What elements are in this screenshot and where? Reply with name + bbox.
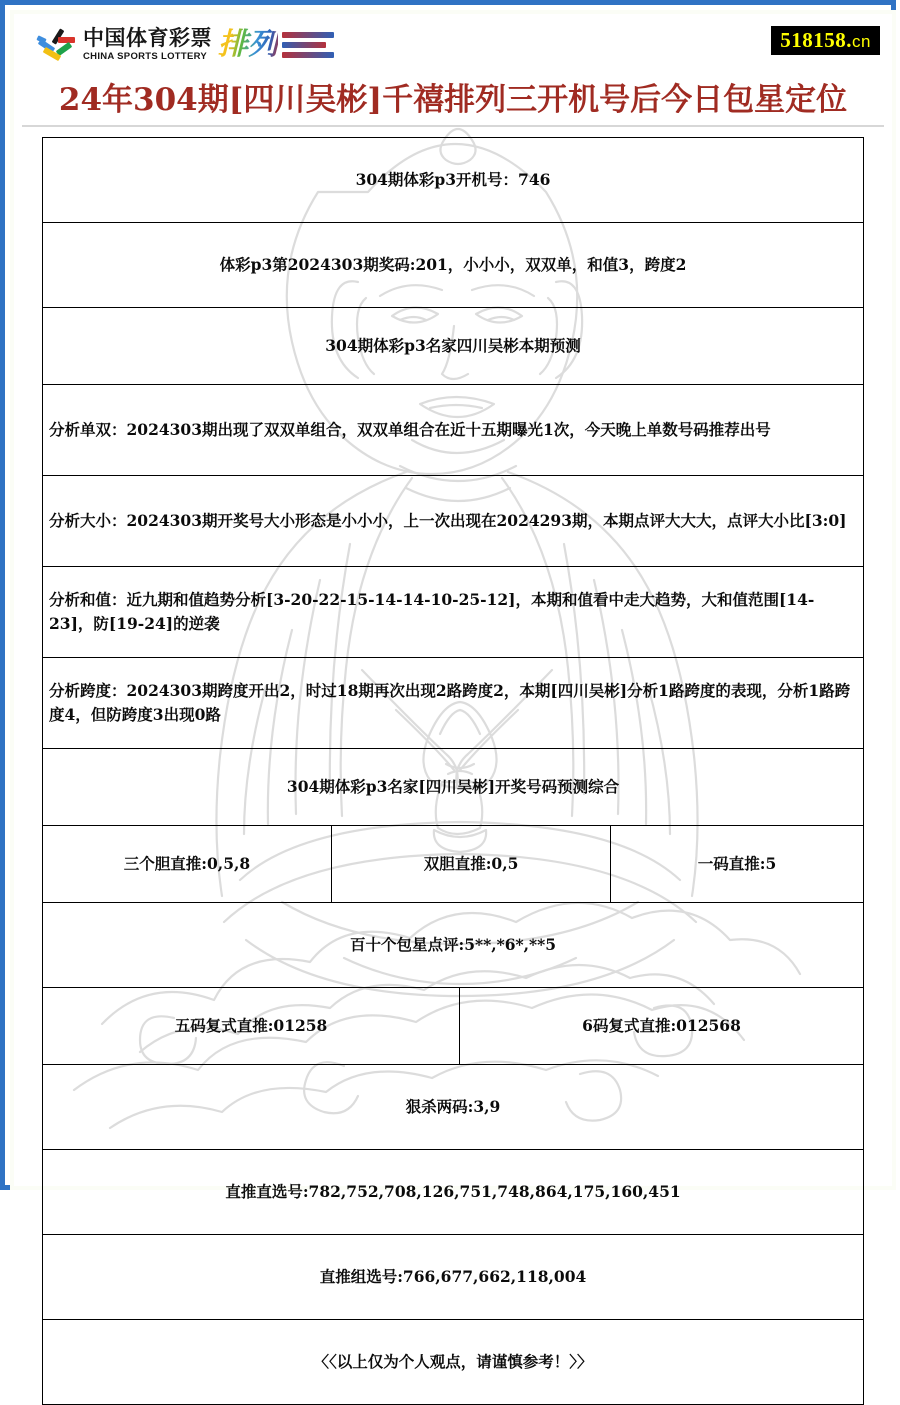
three-bars-icon (282, 26, 334, 64)
table-row (43, 1065, 864, 1150)
analysis-odd-even-cell: 分析单双：2024303期出现了双双单组合，双双单组合在近十五期曝光1次，今天晚上单数号码推荐出号 (43, 385, 864, 476)
product-name: 排列 (218, 25, 278, 65)
six-code-compound-cell: 6码复式直推:012568 (460, 988, 864, 1065)
table-row (43, 1235, 864, 1320)
expert-forecast-heading-cell: 304期体彩p3名家四川吴彬本期预测 (43, 308, 864, 385)
brand-name-en: CHINA SPORTS LOTTERY (83, 51, 208, 63)
table-row (43, 138, 864, 223)
china-sports-lottery-logo (36, 22, 334, 68)
table-row (43, 988, 864, 1065)
one-code-direct-cell: 一码直推:5 (611, 826, 864, 903)
lottery-emblem-icon (36, 25, 78, 65)
table-row (43, 658, 864, 749)
five-code-compound-cell: 五码复式直推:01258 (43, 988, 460, 1065)
brand-name-cn: 中国体育彩票 (83, 26, 212, 51)
machine-number-cell: 304期体彩p3开机号：746 (43, 138, 864, 223)
table-row (43, 476, 864, 567)
two-dan-direct-cell: 双胆直推:0,5 (331, 826, 610, 903)
analysis-span-cell: 分析跨度：2024303期跨度开出2，时过18期再次出现2路跨度2，本期[四川吴彬]分析1路跨度的表现，分析1路跨度4，但防跨度3出现0路 (43, 658, 864, 749)
table-row (43, 1320, 864, 1405)
baoxing-comment-cell: 百十个包星点评:5**,*6*,**5 (43, 903, 864, 988)
previous-draw-cell: 体彩p3第2024303期奖码:201，小小小，双双单，和值3，跨度2 (43, 223, 864, 308)
table-row (43, 1150, 864, 1235)
kill-two-codes-cell: 狠杀两码:3,9 (43, 1065, 864, 1150)
group-select-numbers-cell: 直推组选号:766,677,662,118,004 (43, 1235, 864, 1320)
table-row (43, 903, 864, 988)
site-url-badge[interactable] (771, 26, 880, 55)
table-row (43, 567, 864, 658)
page-title: 24年304期[四川吴彬]千禧排列三开机号后今日包星定位 (58, 82, 848, 118)
site-header (14, 14, 892, 72)
table-row (43, 308, 864, 385)
table-row (43, 826, 864, 903)
forecast-table (42, 137, 864, 1405)
three-dan-direct-cell: 三个胆直推:0,5,8 (43, 826, 332, 903)
table-row (43, 749, 864, 826)
analysis-sum-cell: 分析和值：近九期和值趋势分析[3-20-22-15-14-14-10-25-12]，本期和值看中走大趋势，大和值范围[14-23]，防[19-24]的逆袭 (43, 567, 864, 658)
page-inner (10, 10, 896, 1371)
forecast-table-wrap (42, 137, 864, 1405)
title-divider (22, 125, 884, 127)
disclaimer-cell: 〈〈以上仅为个人观点，请谨慎参考！〉〉 (43, 1320, 864, 1405)
site-url-name: 518158. (780, 28, 853, 52)
brand-text (83, 28, 212, 62)
table-row (43, 223, 864, 308)
summary-heading-cell: 304期体彩p3名家[四川吴彬]开奖号码预测综合 (43, 749, 864, 826)
site-url-tld: cn (852, 32, 871, 51)
direct-select-numbers-cell: 直推直选号:782,752,708,126,751,748,864,175,160,451 (43, 1150, 864, 1235)
analysis-big-small-cell: 分析大小：2024303期开奖号大小形态是小小小，上一次出现在2024293期，本期点评大大大，点评大小比[3:0] (43, 476, 864, 567)
table-row (43, 385, 864, 476)
